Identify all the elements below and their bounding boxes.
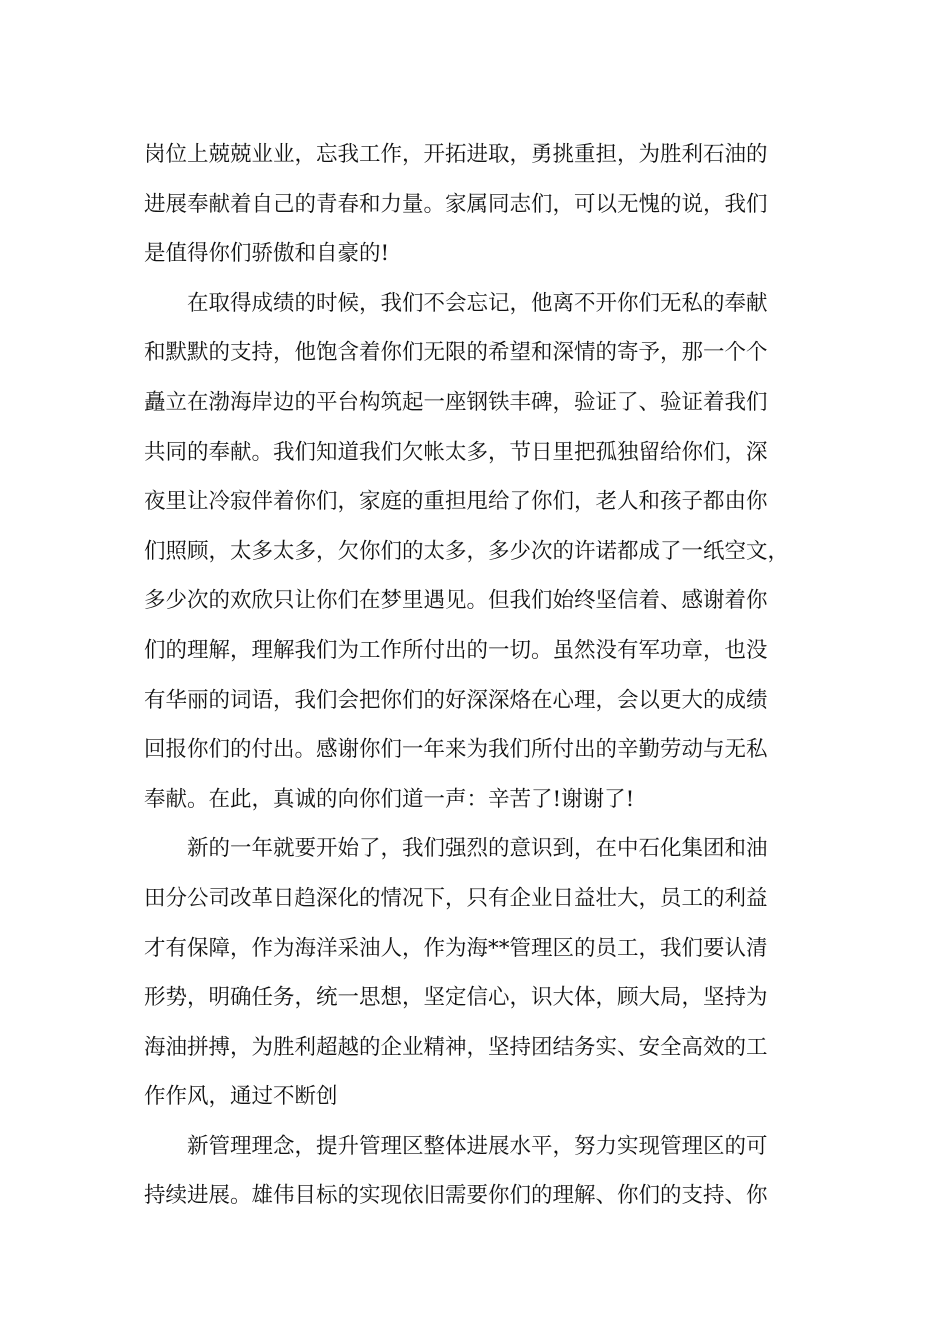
text-line: 新管理理念，提升管理区整体进展水平，努力实现管理区的可 — [187, 1133, 768, 1159]
text-line: 共同的奉献。我们知道我们欠帐太多，节日里把孤独留给你们，深 — [144, 439, 768, 465]
text-line: 在取得成绩的时候，我们不会忘记，他离不开你们无私的奉献 — [187, 290, 768, 316]
paragraph-2 — [144, 279, 809, 825]
text-line: 作作风，通过不断创 — [144, 1084, 338, 1110]
text-line: 有华丽的词语，我们会把你们的好深深烙在心理，会以更大的成绩 — [144, 687, 768, 713]
text-line: 多少次的欢欣只让你们在梦里遇见。但我们始终坚信着、感谢着你 — [144, 588, 768, 614]
text-line: 田分公司改革日趋深化的情况下，只有企业日益壮大，员工的利益 — [144, 885, 768, 911]
text-line: 进展奉献着自己的青春和力量。家属同志们，可以无愧的说，我们 — [144, 191, 768, 217]
text-line: 持续进展。雄伟目标的实现依旧需要你们的理解、你们的支持、你 — [144, 1183, 768, 1209]
text-line: 们照顾，太多太多，欠你们的太多，多少次的许诺都成了一纸空文， — [144, 538, 790, 564]
text-line: 回报你们的付出。感谢你们一年来为我们所付出的辛勤劳动与无私 — [144, 737, 768, 763]
text-line: 们的理解，理解我们为工作所付出的一切。虽然没有军功章，也没 — [144, 637, 768, 663]
text-line: 奉献。在此，真诚的向你们道一声：辛苦了!谢谢了! — [144, 786, 635, 812]
paragraph-4 — [144, 1122, 809, 1221]
text-line: 是值得你们骄傲和自豪的! — [144, 241, 390, 267]
text-line: 海油拼搏，为胜利超越的企业精神，坚持团结务实、安全高效的工 — [144, 1034, 768, 1060]
body-text — [144, 130, 809, 1221]
paragraph-3 — [144, 824, 809, 1122]
paragraph-1 — [144, 130, 809, 279]
text-line: 形势，明确任务，统一思想，坚定信心，识大体，顾大局，坚持为 — [144, 985, 768, 1011]
text-line: 新的一年就要开始了，我们强烈的意识到，在中石化集团和油 — [187, 836, 768, 862]
text-line: 岗位上兢兢业业，忘我工作，开拓进取，勇挑重担，为胜利石油的 — [144, 142, 768, 167]
text-line: 矗立在渤海岸边的平台构筑起一座钢铁丰碑，验证了、验证着我们 — [144, 389, 768, 415]
text-line: 夜里让冷寂伴着你们，家庭的重担甩给了你们，老人和孩子都由你 — [144, 489, 768, 515]
text-line: 才有保障，作为海洋采油人，作为海**管理区的员工，我们要认清 — [144, 935, 768, 961]
text-line: 和默默的支持，他饱含着你们无限的希望和深情的寄予，那一个个 — [144, 340, 768, 366]
